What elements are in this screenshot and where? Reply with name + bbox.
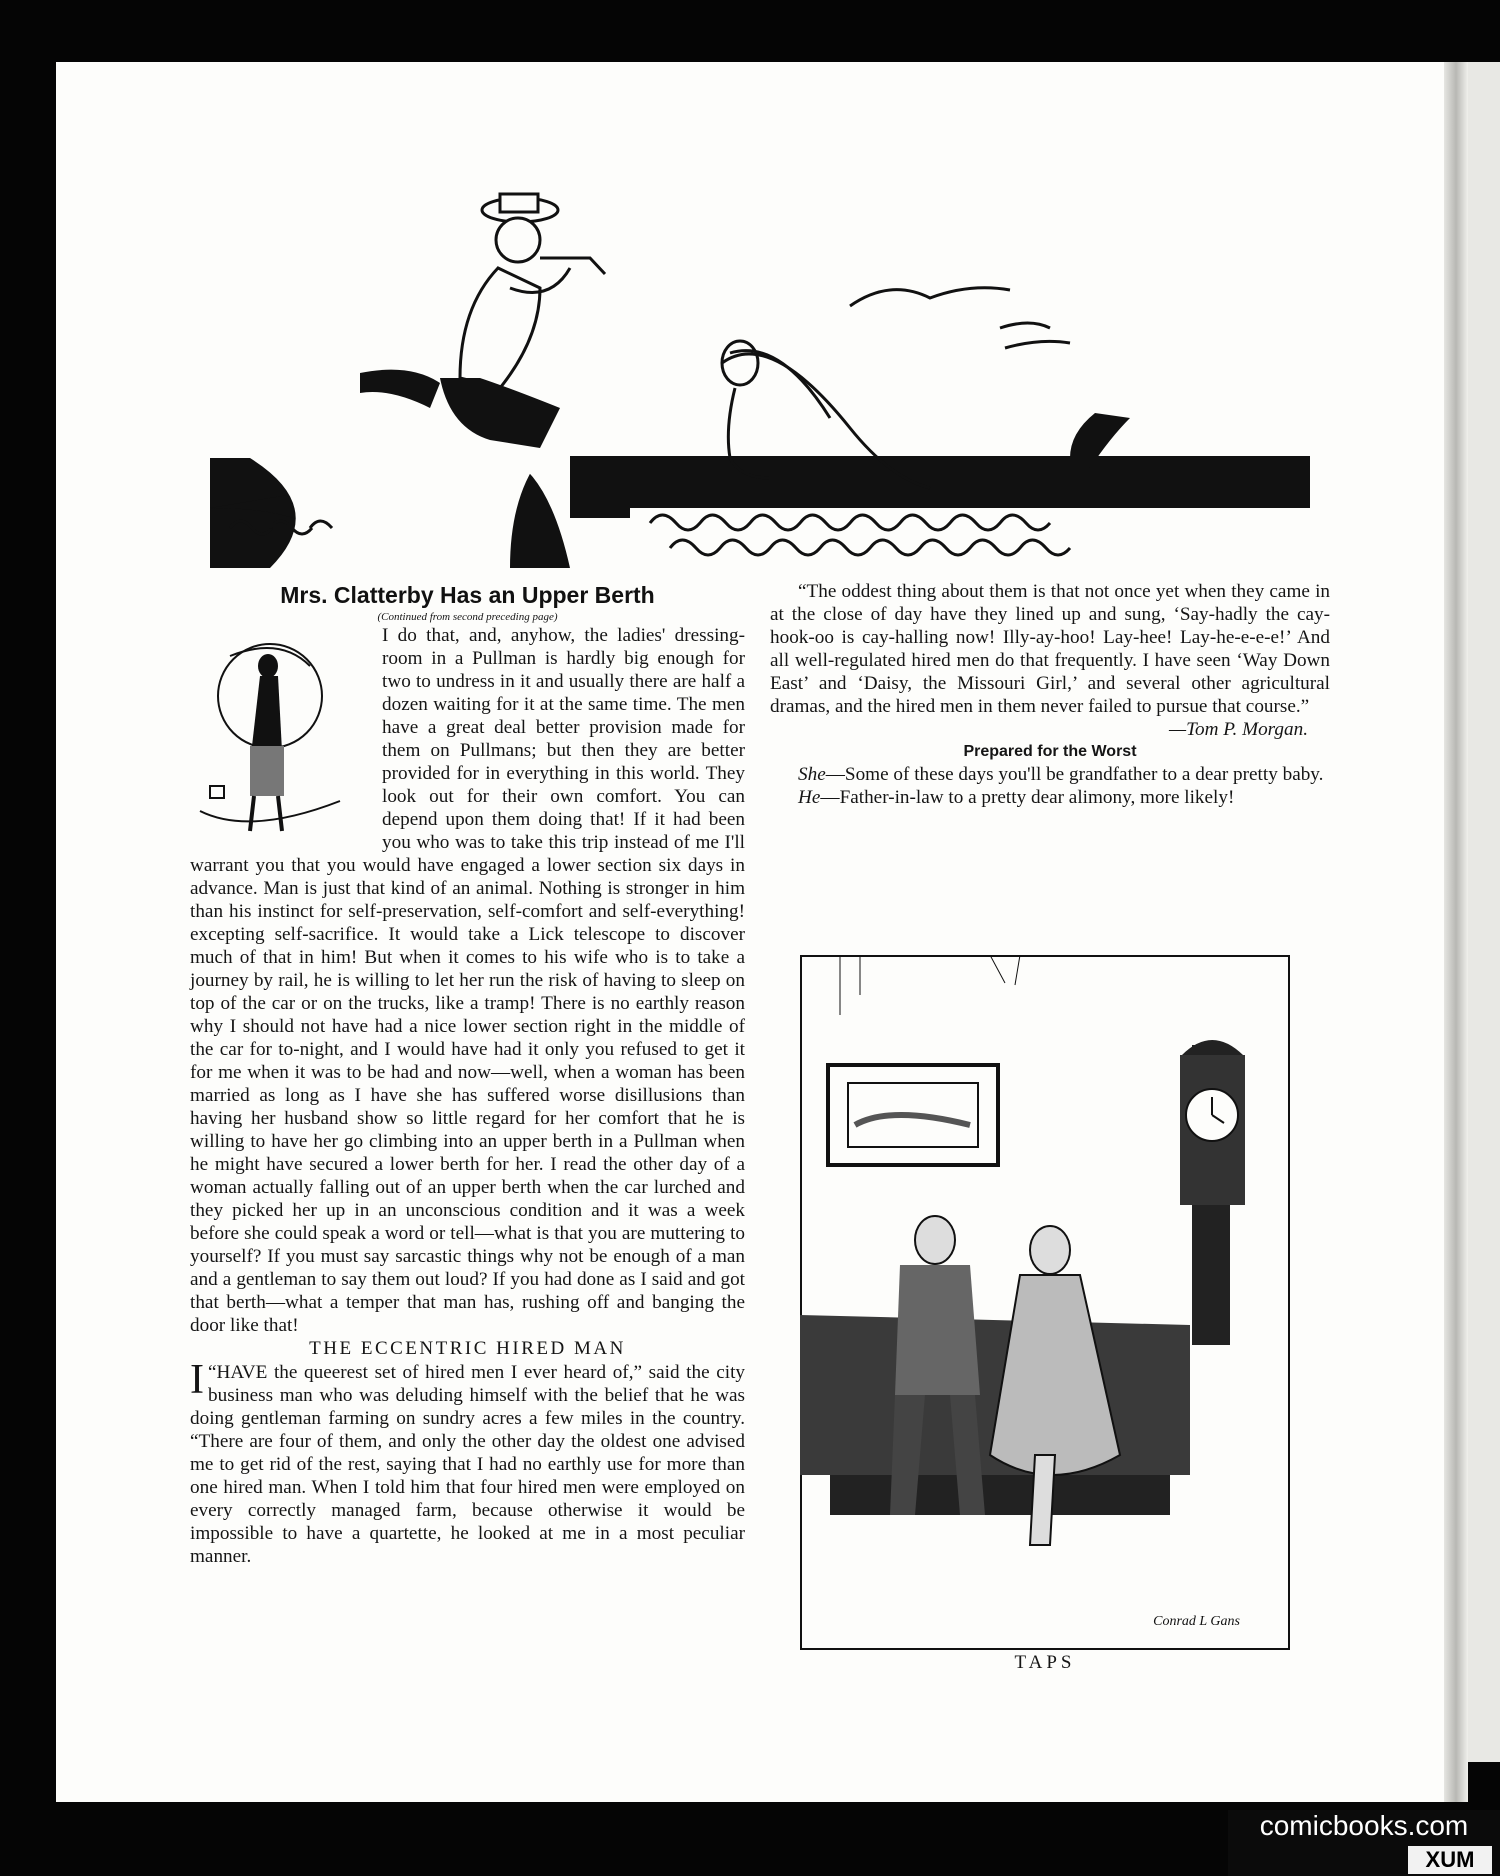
article-body: “The oddest thing about them is that not once yet when they came in at the close of day have they lined up and sung, ‘Say-hadly the cay-hook-oo is cay-halling now! Illy-ay-hoo! Lay-hee! Lay-he-e-e-e!’ And all well-regulated hired men do that frequently. I have seen ‘Way Down East’ and ‘Daisy, the Missouri Girl,’ and several other agricultural dramas, and the hired men in them never failed to pursue that course.” <box>770 581 1330 717</box>
couple-with-clock-illustration <box>800 955 1290 1650</box>
continued-note: (Continued from second preceding page) <box>377 611 558 623</box>
open-quote: “ <box>208 1362 217 1383</box>
site-watermark: comicbooks.com <box>1259 1810 1469 1841</box>
left-column <box>190 580 745 1568</box>
artist-signature: Conrad L Gans <box>1153 1614 1240 1629</box>
dialogue-line: He—Father-in-law to a pretty dear alimony, more likely! <box>798 787 1235 808</box>
article-title: Mrs. Clatterby Has an Upper Berth <box>280 582 655 608</box>
adjacent-page-edge <box>1468 62 1500 1762</box>
illustration-caption: TAPS <box>1014 1652 1076 1673</box>
dialogue-line: She—Some of these days you'll be grandfather to a dear pretty baby. <box>798 764 1324 785</box>
article-title: Prepared for the Worst <box>963 743 1137 760</box>
article-body: “ I HAVE the queerest set of hired men I ever heard of,” said the city business man who was deluding himself with the belief that he was doing gentleman farming on sundry acres a few miles in the country. “There are four of them, and only the other day the oldest one advised me to get rid of the rest, saying that I had no earthly use for more than one hired man. When I told him that four hired men were employed on every correctly managed farm, because otherwise it would be impossible to have a quartette, he looked at me in a most peculiar manner. <box>190 1357 745 1567</box>
svg-text:ɛ: ɛ <box>230 412 238 432</box>
page-gutter <box>1444 62 1468 1802</box>
watermark-badge: XUM <box>1408 1846 1492 1874</box>
author-signature: —Tom P. Morgan. <box>1169 719 1308 740</box>
drop-cap: I <box>190 1357 204 1403</box>
article-title: THE ECCENTRIC HIRED MAN <box>309 1338 626 1359</box>
right-column <box>770 580 1330 809</box>
golfer-illustration <box>190 626 370 851</box>
article-body: I do that, and, anyhow, the ladies' dressing-room in a Pullman is hardly big enough for two to undress in it and usually there are half a dozen waiting for it at the same time. The men have a great deal better provision made for them on Pullmans; but then they are better provided for in everything in this world. They look out for their own comfort. You can depend upon them doing that! If it had been you who was to take this trip instead of me I'll warrant you that you would have engaged a lower section six days in advance. Man is just that kind of an animal. Nothing is stronger in him than his instinct for self-preservation, self-comfort and self-everything! excepting self-sacrifice. It would take a Lick telescope to discover much of that in him! But when it comes to his wife who is to take a journey by rail, he is willing to let her run the risk of having to sleep on top of the car or on the trucks, like a tramp! There is no earthly reason why I should not have had a nice lower section right in the middle of the car for to-night, and I would have had it only you refused to get it for me when it was to be had and now—well, when a woman has been married as long as I have she has suffered worse disillusions than having her husband show so little regard for her comfort that he is willing to have her go climbing into an upper berth in a Pullman when he might have secured a lower berth for her. I read the other day of a woman actually falling out of an upper berth when the car lurched and they picked her up in an unconscious condition and it was a week before she could speak a word or tell—what is that you are muttering to yourself? If you must say sarcastic things why not be enough of a man and a gentleman to say them out loud? If you had done as I said and got that berth—what a temper that man has, rushing off and banging the door like that! <box>190 625 745 1336</box>
faun-and-mermaid-illustration <box>210 178 1310 568</box>
